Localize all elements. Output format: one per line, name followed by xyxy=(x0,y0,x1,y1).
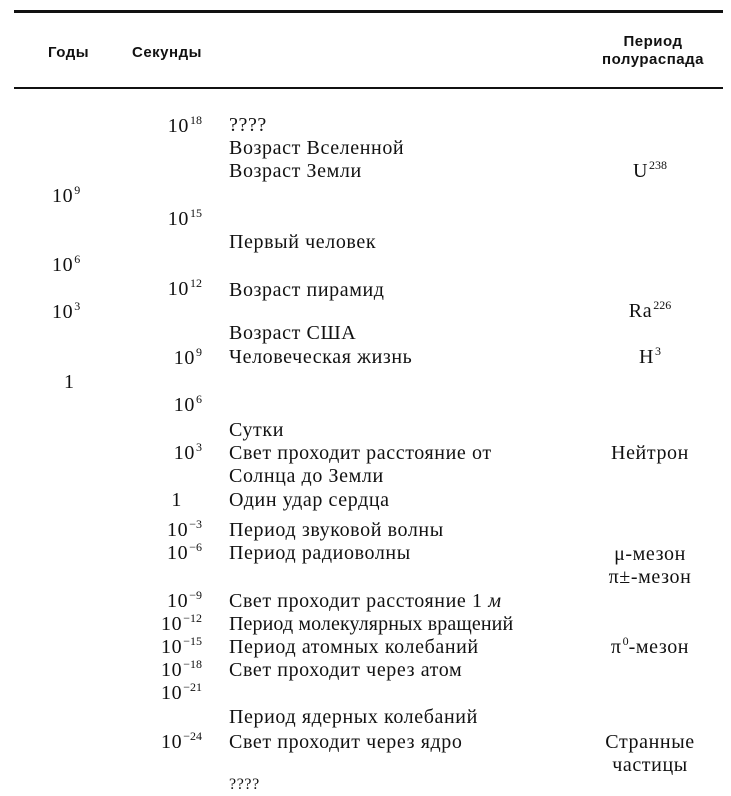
half-life-u238: $U^{238}$ xyxy=(632,158,668,182)
desc-human-life: Человеческая жизнь xyxy=(229,346,413,368)
desc-earth-age: Возраст Земли xyxy=(229,160,362,182)
desc-molecular-rotation: Период молекулярных вращений xyxy=(229,613,514,635)
seconds-1e12: $10^{12}$ xyxy=(167,276,202,300)
desc-atomic-vibration: Период атомных колебаний xyxy=(229,636,479,658)
seconds-1e-12: $10^{-12}$ xyxy=(161,611,202,635)
seconds-1e-24: $10^{-24}$ xyxy=(161,729,202,753)
seconds-1e-6: $10^{-6}$ xyxy=(167,540,202,564)
half-life-mu-meson: μ-мезон xyxy=(614,543,686,565)
desc-day: Сутки xyxy=(229,419,285,441)
header-years: Годы xyxy=(48,44,90,61)
seconds-1e-3: $10^{-3}$ xyxy=(167,517,202,541)
half-life-pi-pm-meson: π±-мезон xyxy=(608,566,692,588)
seconds-1: 1 xyxy=(171,489,182,511)
desc-nuclear-vibration: Период ядерных колебаний xyxy=(229,706,478,728)
header-half-life xyxy=(578,33,728,69)
desc-first-human: Первый человек xyxy=(229,231,377,253)
half-life-ra226: Ra$^{226}$ xyxy=(628,298,672,322)
half-life-strange-line2: частицы xyxy=(612,754,688,776)
seconds-1e-9: $10^{-9}$ xyxy=(167,588,202,612)
desc-sun-earth-line1: Свет проходит расстояние от xyxy=(229,442,492,464)
header-half-life-line1: Период xyxy=(623,33,683,50)
years-1e6: $10^6$ xyxy=(52,252,81,276)
desc-heartbeat: Один удар сердца xyxy=(229,489,390,511)
desc-light-nucleus: Свет проходит через ядро xyxy=(229,731,463,753)
desc-pyramids-age: Возраст пирамид xyxy=(229,279,385,301)
seconds-1e3: $10^3$ xyxy=(173,440,202,464)
seconds-1e15: $10^{15}$ xyxy=(167,206,202,230)
desc-radio-wave: Период радиоволны xyxy=(229,542,411,564)
desc-sound-wave: Период звуковой волны xyxy=(229,519,444,541)
seconds-1e18: $10^{18}$ xyxy=(167,113,202,137)
top-rule xyxy=(14,10,723,13)
half-life-h3: $H^3$ xyxy=(638,344,662,368)
half-life-pi0-meson: $\pi^0$-мезон xyxy=(610,634,690,658)
years-1: 1 xyxy=(64,371,75,393)
half-life-strange-line1: Странные xyxy=(605,731,695,753)
seconds-1e6: $10^6$ xyxy=(173,392,202,416)
seconds-1e9: $10^9$ xyxy=(173,345,202,369)
years-1e9: $10^9$ xyxy=(52,183,81,207)
desc-usa-age: Возраст США xyxy=(229,322,357,344)
desc-unknown-bottom: ???? xyxy=(229,776,260,793)
desc-sun-earth-line2: Солнца до Земли xyxy=(229,465,384,487)
half-life-neutron: Нейтрон xyxy=(611,442,689,464)
header-seconds: Секунды xyxy=(132,44,202,61)
seconds-1e-18: $10^{-18}$ xyxy=(161,657,202,681)
seconds-1e-15: $10^{-15}$ xyxy=(161,634,202,658)
desc-unknown-top: ???? xyxy=(229,114,267,136)
header-half-life-line2: полураспада xyxy=(602,51,704,68)
desc-universe-age: Возраст Вселенной xyxy=(229,137,405,159)
seconds-1e-21: $10^{-21}$ xyxy=(161,680,202,704)
desc-light-1m: Свет проходит расстояние 1 м xyxy=(229,590,502,612)
years-1e3: $10^3$ xyxy=(52,299,81,323)
header-rule xyxy=(14,87,723,89)
desc-light-atom: Свет проходит через атом xyxy=(229,659,463,681)
